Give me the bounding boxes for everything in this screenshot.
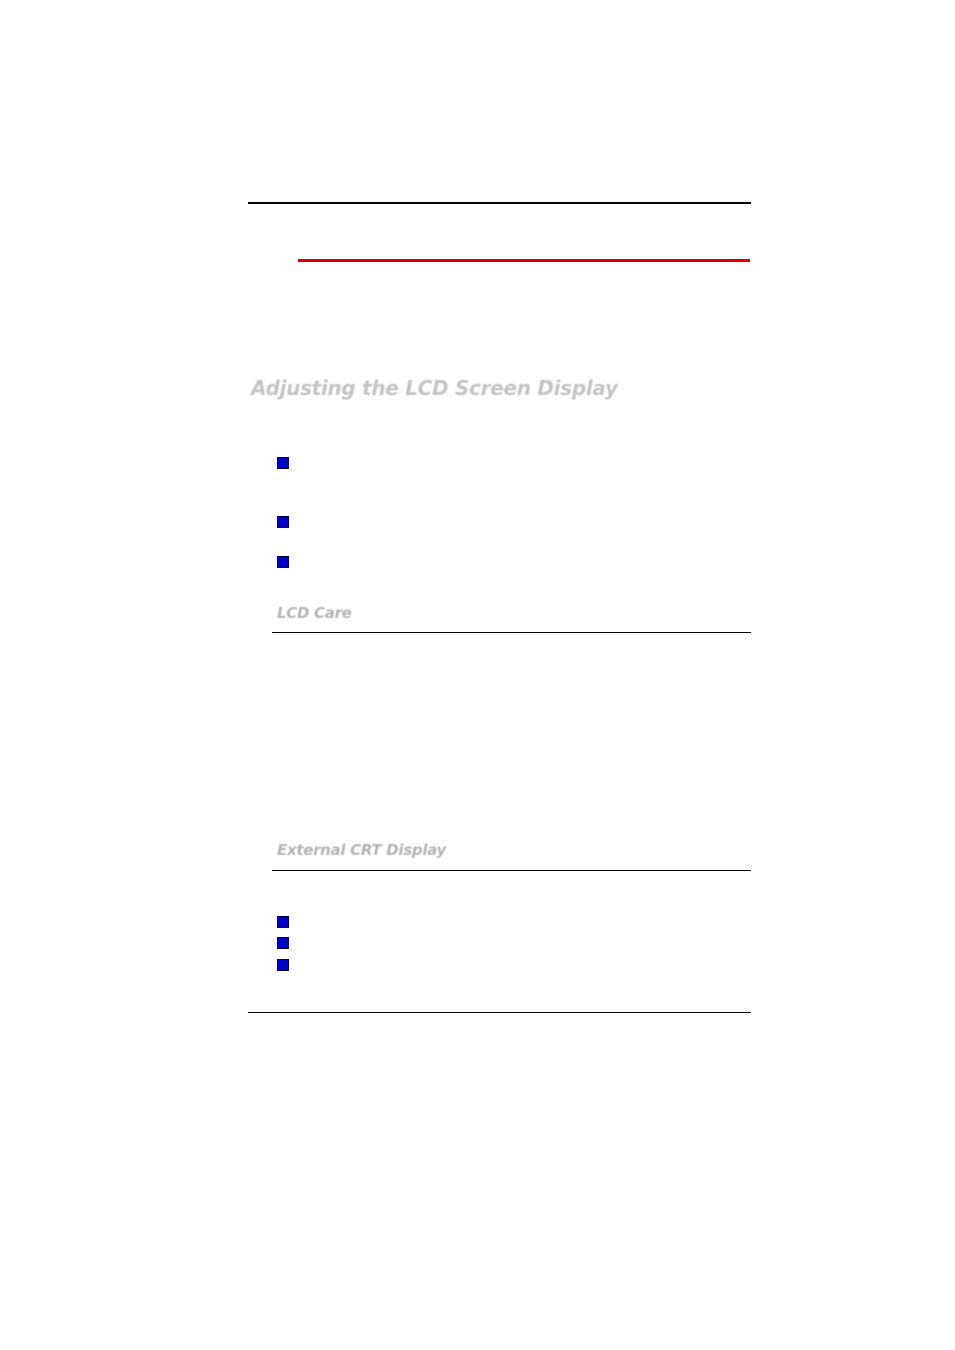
- bullet-square-icon: [277, 916, 289, 928]
- lcd-care-heading: LCD Care: [277, 604, 352, 622]
- header-rule: [248, 202, 751, 204]
- bullet-square-icon: [277, 937, 289, 949]
- section-title: Adjusting the LCD Screen Display: [251, 376, 618, 400]
- accent-rule: [298, 259, 750, 262]
- bullet-square-icon: [277, 516, 289, 528]
- bullet-square-icon: [277, 959, 289, 971]
- lcd-care-rule: [272, 632, 751, 633]
- external-crt-rule: [272, 870, 751, 871]
- bullet-square-icon: [277, 556, 289, 568]
- external-crt-heading: External CRT Display: [277, 841, 447, 859]
- bullet-square-icon: [277, 457, 289, 469]
- footer-rule: [248, 1012, 751, 1013]
